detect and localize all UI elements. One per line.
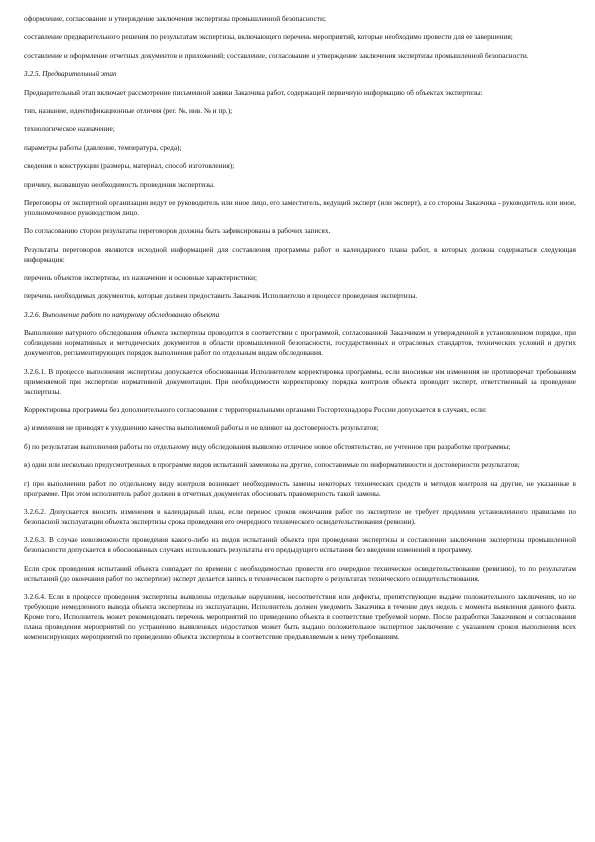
paragraph: 3.2.6.2. Допускается вносить изменения в календарный план, если перенос сроков окончания работ по экспертизе не требует продления установленного правилами по безопасной эксплуатации объекта экспертизы срока проведения его очередного технического освидетельствования (ревизии). xyxy=(24,506,576,526)
paragraph: Результаты переговоров являются исходной информацией для составления программы работ и календарного плана работ, в которых должна содержаться следующая информация: xyxy=(24,244,576,264)
list-item: причину, вызвавшую необходимость проведения экспертизы. xyxy=(24,179,215,189)
list-item: перечень необходимых документов, которые должен предоставить Заказчик Исполнителю в процессе проведения экспертизы. xyxy=(24,291,418,301)
section-heading: 3.2.5. Предварительный этап xyxy=(24,69,117,79)
list-item: сведения о конструкции (размеры, материал, способ изготовления); xyxy=(24,161,235,171)
paragraph: составление и оформление отчетных документов и приложений; составление, согласование и утверждение заключения экспертизы промышленной безопасности. xyxy=(24,50,529,60)
section-heading: 3.2.6. Выполнение работ по натурному обследованию объекта xyxy=(24,309,220,319)
list-item: г) при выполнении работ по отдельному виду контроля возникает необходимость замены некоторых технических средств и методов контроля на другие, не указанные в программе. При этом исполнитель работ должен в отчетных документах обосновать правомерность такой замены. xyxy=(24,478,576,498)
paragraph: Предварительный этап включает рассмотрение письменной заявки Заказчика работ, содержащей первичную информацию об объектах экспертизы: xyxy=(24,87,483,97)
paragraph: По согласованию сторон результаты переговоров должны быть зафиксированы в рабочих записях. xyxy=(24,226,331,236)
list-item: технологическое назначение; xyxy=(24,124,115,134)
list-item: в) один или несколько предусмотренных в программе видов испытаний заменены на другие, сопоставимые по информативности и достоверности результатов; xyxy=(24,460,520,470)
paragraph: Если срок проведения испытаний объекта совпадает по времени с необходимостью провести его очередное техническое освидетельствование (ревизию), то по результатам испытаний (до окончания работ по экспертизе) эксперт делается запись в техническом паспорте о результатах технического освидетельствования. xyxy=(24,563,576,583)
document-page xyxy=(24,14,576,651)
list-item: параметры работы (давление, температура, среда); xyxy=(24,142,182,152)
list-item: перечень объектов экспертизы, их назначение и основные характеристики; xyxy=(24,273,258,283)
list-item: б) по результатам выполнения работы по отдельному виду обследования выявлено отличное новое обстоятельство, не учтенное при разработке программы; xyxy=(24,441,511,451)
paragraph: 3.2.6.4. Если в процессе проведения экспертизы выявлены отдельные нарушения, несоответствия или дефекты, препятствующие выдаче положительного заключения, но не требующие немедленного вывода объекта экспертизы из эксплуатации, Исполнитель должен уведомить Заказчика в течение двух недель с момента выявления данного факта. Кроме того, Исполнитель может рекомендовать перечень мероприятий по приведению объекта в соответствие требуемой норме. После разработки Заказчиком и согласования плана проведения мероприятий по устранению выявленных недостатков может быть выдано положительное экспертное заключение с указанием сроков выполнения всех компенсирующих мероприятий по приведению объекта экспертизы в соответствие предъявляемым к нему требованиям. xyxy=(24,592,576,642)
list-item: тип, название, идентификационные отличия (рег. №, инв. № и пр.); xyxy=(24,105,233,115)
paragraph: Переговоры от экспертной организации ведут ее руководитель или иное лицо, его заместитель, ведущий эксперт (или эксперт), а со стороны Заказчика - руководитель или иное, уполномоченное руководством лицо. xyxy=(24,197,576,217)
paragraph: составление предварительного решения по результатам экспертизы, включающего перечень мероприятий, которые необходимо провести для ее завершения; xyxy=(24,32,513,42)
paragraph: 3.2.6.1. В процессе выполнения экспертизы допускается обоснованная Исполнителем корректировка программы, если вносимые им изменения не противоречат требованиям применяемой при экспертизе нормативной документации. При необходимости корректировку порядка контроля объекта проводит эксперт, ответственный за проведение экспертизы. xyxy=(24,366,576,396)
paragraph: Корректировка программы без дополнительного согласования с территориальными органами Госгортехнадзора России допускается в случаях, если: xyxy=(24,405,487,415)
list-item: а) изменения не приводят к ухудшению качества выполняемой работы и не влияют на достоверность результатов; xyxy=(24,423,379,433)
paragraph: 3.2.6.3. В случае невозможности проведения какого-либо из видов испытаний объекта при проведении экспертизы и составлении заключения экспертизы промышленной безопасности допускается в обоснованных случаях использовать результаты его предыдущего испытания без введения изменений в программу. xyxy=(24,535,576,555)
paragraph: Выполнение натурного обследования объекта экспертизы проводится в соответствии с программой, согласованной Заказчиком и утвержденной в установленном порядке, при соблюдении нормативных и методических документов в области промышленной безопасности, государственных и отраслевых стандартов, технических условий и других документов, регламентирующих порядок выполнения работ по отдельным видам обследования. xyxy=(24,328,576,358)
paragraph: оформление, согласование и утверждение заключения экспертизы промышленной безопасности; xyxy=(24,14,326,23)
